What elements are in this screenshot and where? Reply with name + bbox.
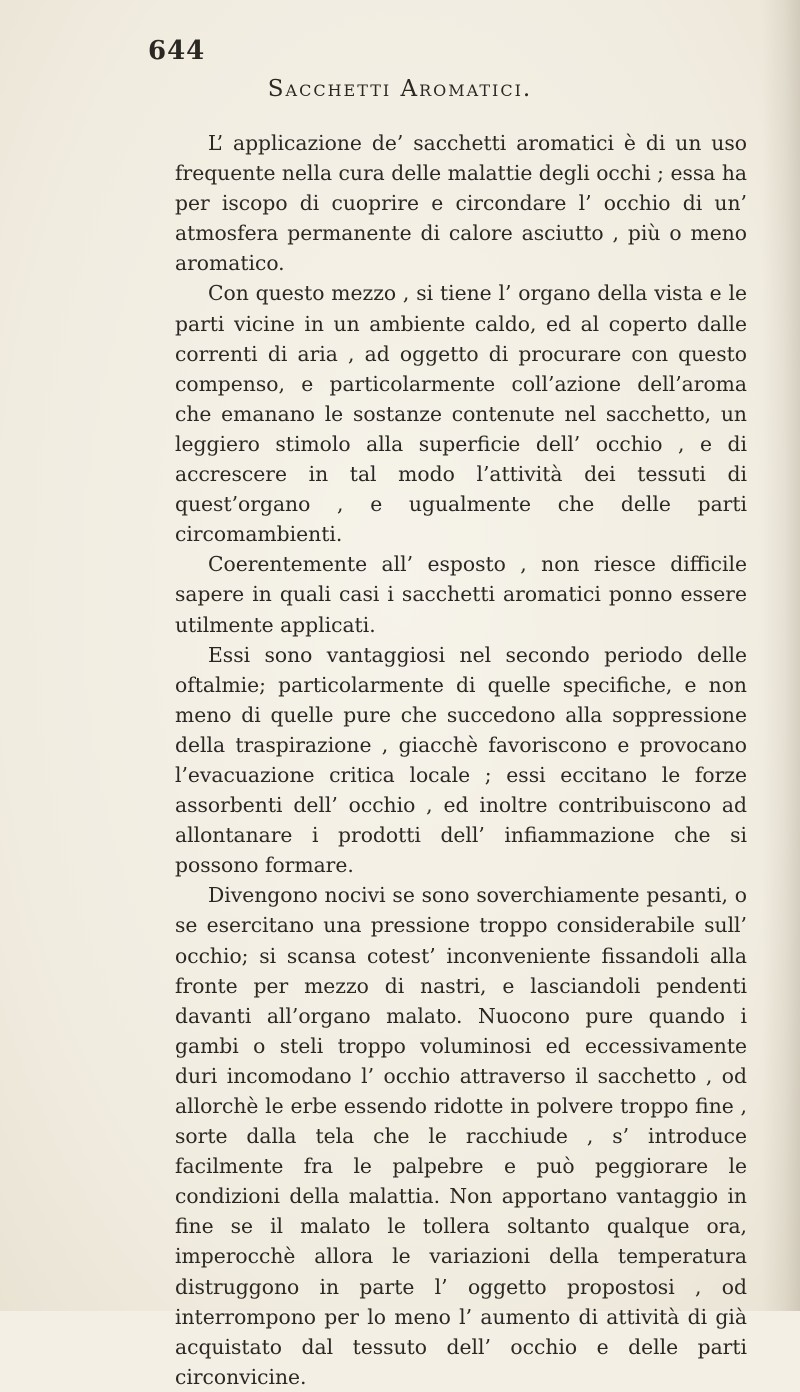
paragraph-1: L’ applicazione de’ sacchetti aromatici è di un uso frequente nella cura delle malattie degli occhi ; essa ha per iscopo di cuoprire e circondare l’ occhio di un’ atmosfera permanente di calore asciutto , più o meno aromatico. [175, 131, 747, 276]
paragraph-4: Essi sono vantaggiosi nel secondo periodo delle oftalmie; particolarmente di quelle specifiche, e non meno di quelle pure che succedono alla soppressione della traspirazione , giacchè favoriscono e provocano l’evacuazione critica locale ; essi eccitano le forze assorbenti dell’ occhio , ed inoltre contribuiscono ad allontanare i prodotti dell’ infiammazione che si possono formare. [175, 642, 747, 878]
paragraph-3: Coerentemente all’ esposto , non riesce difficile sapere in quali casi i sacchetti aromatici ponno essere utilmente applicati. [175, 552, 747, 637]
paragraph-2: Con questo mezzo , si tiene l’ organo della vista e le parti vicine in un ambiente caldo, ed al coperto dalle correnti di aria , ad oggetto di procurare con questo compenso, e particolarmente coll’azione dell’aroma che emanano le sostanze contenute nel sacchetto, un leggiero stimolo alla superficie dell’ occhio , e di accrescere in tal modo l’attività dei tessuti di quest’organo , e ugualmente che delle parti circomambienti. [175, 281, 747, 547]
page-number: 644 [148, 36, 206, 66]
paragraph-5: Divengono nocivi se sono soverchiamente pesanti, o se esercitano una pressione troppo considerabile sull’ occhio; si scansa cotest’ inconveniente fissandoli alla fronte per mezzo di nastri, e lasciandoli pendenti davanti all’organo malato. Nuocono pure quando i gambi o steli troppo voluminosi ed eccessivamente duri incomodano l’ occhio attraverso il sacchetto , od allorchè le erbe essendo ridotte in polvere troppo fine , sorte dalla tela che le racchiude , s’ introduce facilmente fra le palpebre e può peggiorare le condizioni della malattia. Non apportano vantaggio in fine se il malato le tollera soltanto qualque ora, imperocchè allora le variazioni della temperatura distruggono in parte l’ oggetto propostosi , od interrompono per lo meno l’ aumento di attività di già acquistato dal tessuto dell’ occhio e delle parti circonvicine. [175, 883, 747, 1389]
page-edge-shadow [762, 0, 800, 1311]
body-text [175, 128, 747, 1392]
running-head: Sacchetti Aromatici. [267, 76, 533, 102]
